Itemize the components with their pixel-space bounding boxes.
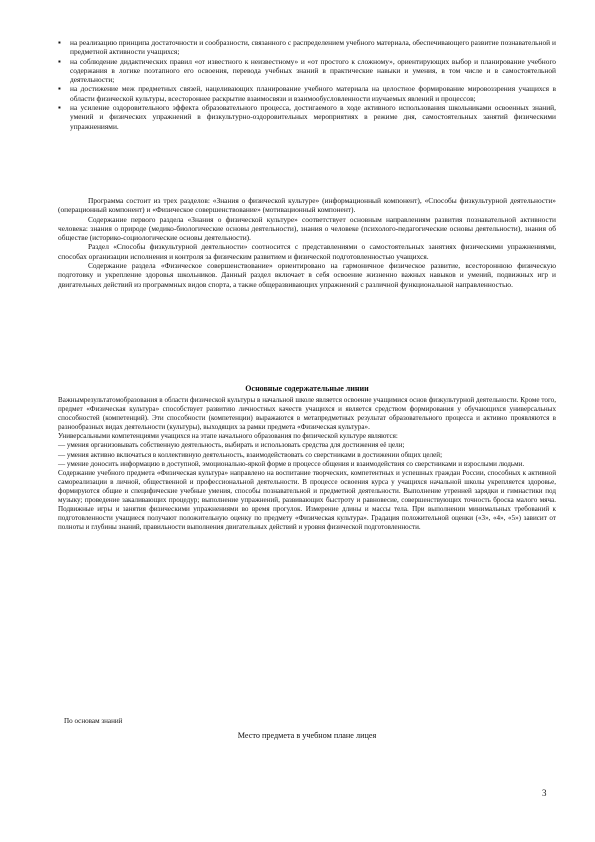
- paragraph-knowledge-section: Содержание первого раздела «Знания о физической культуре» соответствует основным направлениям развития познавательной активности человека: знания о природе (медико-биологические основы деятельности), знания о человеке (психолого-педагогические основы деятельности), знания об обществе (историко-социологические основы деятельности).: [58, 214, 556, 243]
- bullet-item: ▪ на реализацию принципа достаточности и сообразности, связанного с распределением учебного материала, обеспечивающего развитие познавательной и предметной активности учащихся;: [58, 38, 556, 57]
- paragraph-improvement-section: Содержание раздела «Физическое совершенствование» ориентировано на гармоничное физическое развитие, всестороннюю физическую подготовку и укрепление здоровья школьников. Данный раздел включает в себя освоение жизненно важных навыков и умений, подвижных игр и двигательных действий из программных видов спорта, а также общеразвивающих упражнений с различной функциональной направленностью.: [58, 261, 556, 289]
- program-description: [58, 196, 556, 289]
- competency-item: — умения активно включаться в коллективную деятельность, взаимодействовать со сверстниками в достижении общих целей;: [58, 450, 443, 459]
- paragraph-competencies-intro: Универсальными компетенциями учащихся на этапе начального образования по физической культуре являются:: [58, 432, 398, 441]
- paragraph-methods-section: Раздел «Способы физкультурной деятельности» соотносится с представлениями о самостоятельных занятиях физическими упражнениями, способах организации исполнения и контроля за физическим развитием и физической подготовленностью учащихся.: [58, 242, 556, 261]
- section-heading: Основные содержательные линии: [245, 384, 369, 393]
- page-number: 3: [542, 788, 547, 798]
- bullet-item: ▪ на достижение меж предметных связей, нацеливающих планирование учебного материала на целостное формирование мировоззрения учащихся в области физической культуры, всестороннее раскрытие взаимосвязи и взаимообусловленности изучаемых явлений и процессов;: [58, 84, 556, 103]
- curriculum-place-title: Место предмета в учебном плане лицея: [237, 731, 377, 740]
- principles-bullet-list: [58, 38, 556, 131]
- paragraph-results: Важнымрезультатомобразования в области физической культуры в начальной школе является освоение учащимися основ физкультурной деятельности. Кроме того, предмет «Физическая культура» способствует развитию личностных качеств учащихся и является средством формирования у обучающихся универсальных способностей (компетенций). Эти способности (компетенции) выражаются в метапредметных результат образовательного процесса и активно проявляются в разнообразных видах деятельности (культуры), выходящих за рамки предмета «Физическая культура».: [58, 396, 556, 432]
- competency-item: — умения организовывать собственную деятельность, выбирать и использовать средства для достижения её цели;: [58, 441, 405, 450]
- knowledge-basis-label: По основам знаний: [64, 717, 123, 725]
- bullet-item: ▪ на усиление оздоровительного эффекта образовательного процесса, достигаемого в ходе активного использования школьниками освоенных знаний, умений и физических упражнений в физкультурно-оздоровительных мероприятиях в режиме дня, самостоятельных занятий физическими упражнениями.: [58, 103, 556, 131]
- competency-item: — умение доносить информацию в доступной, эмоционально-яркой форме в процессе общения и взаимодействия со сверстниками и взрослыми людьми.: [58, 459, 525, 468]
- paragraph-subject-content: Содержание учебного предмета «Физическая культура» направлено на воспитание творческих, компетентных и успешных граждан России, способных к активной самореализации в личной, общественной и профессиональной деятельности. В процессе освоения курса у учащихся начальной школы укрепляется здоровье, формируются общие и специфические учебные умения, способы познавательной и предметной деятельности. Выполнение утренней зарядки и гимнастики под музыку; проведение закаливающих процедур; выполнение упражнений, развивающих быстроту и равновесие, совершенствующих точность броска малого мяча. Подвижные игры и занятия физическими упражнениями во время прогулок. Измерение длины и массы тела. При выполнении минимальных требований к подготовленности учащиеся получают положительную оценку по предмету «Физическая культура». Градация положительной оценки («3», «4», «5») зависит от полноты и глубины знаний, правильности выполнения двигательных действий и уровня физической подготовленности.: [58, 468, 556, 532]
- paragraph-program-sections: Программа состоит из трех разделов: «Знания о физической культуре» (информационный компонент), «Способы физкультурной деятельности» (операционный компонент) и «Физическое совершенствование» (мотивационный компонент).: [58, 196, 556, 215]
- bullet-item: ▪ на соблюдение дидактических правил «от известного к неизвестному» и «от простого к сложному», ориентирующих выбор и планирование учебного содержания в логике поэтапного его освоения, перевода учебных знаний в практические навыки и умения, в том числе и в самостоятельной деятельности;: [58, 57, 556, 85]
- content-lines-section: [58, 396, 556, 532]
